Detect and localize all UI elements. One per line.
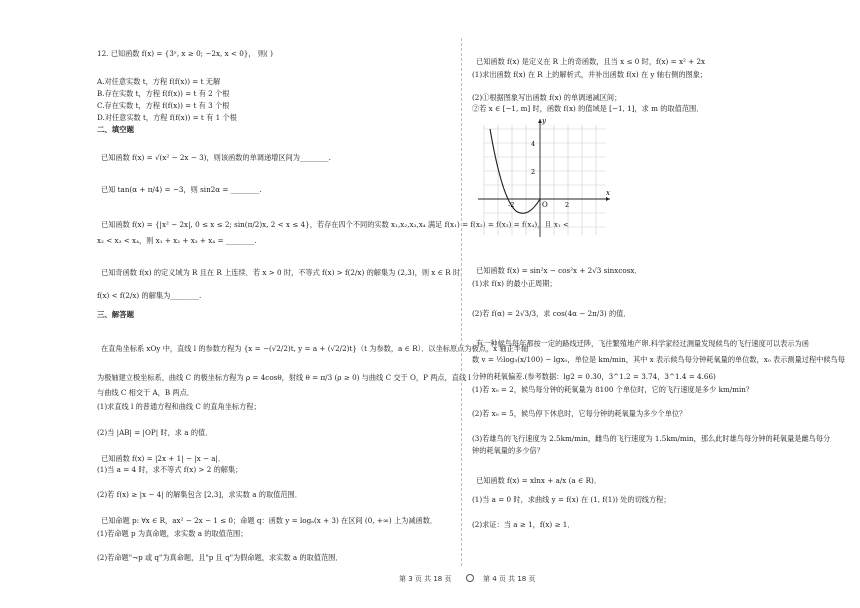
tick-y-4: 4 <box>531 140 536 148</box>
fill-question-3-cont: x₂ < x₃ < x₄，则 x₁ + x₂ + x₃ + x₄ = ________. <box>97 236 257 245</box>
answer-question-3-part1: (1)若命题 p 为真命题，求实数 a 的取值范围； <box>97 529 248 538</box>
right-question-2: 已知函数 f(x) = sin²x − cos²x + 2√3 sinxcosx． <box>476 266 642 275</box>
right-question-3: 有一种候鸟每年都按一定的路线迁陟，飞往繁殖地产卵.科学家经过测量发现候鸟的飞行速度可以表示为函 <box>476 339 809 348</box>
x-axis-label: x <box>606 189 610 197</box>
right-question-4-part1: (1)当 a = 0 时，求曲线 y = f(x) 在 (1, f(1)) 处的切线方程； <box>472 495 671 504</box>
right-question-4: 已知函数 f(x) = xlnx + a/x (a ∈ R)． <box>476 476 602 485</box>
answer-question-3-part2: (2)若命题"¬p 或 q"为真命题，且"p 且 q"为假命题，求实数 a 的取值范围． <box>97 553 343 562</box>
option-b: B.存在实数 t，方程 f(f(x)) = t 有 2 个根 <box>97 89 230 98</box>
y-axis-label: y <box>542 117 546 125</box>
tick-y-2: 2 <box>531 168 536 176</box>
right-question-3-part3: (3)若雄鸟的飞行速度为 2.5km/min，雌鸟的飞行速度为 1.5km/min，那么此时雄鸟每分钟的耗氧量是雌鸟每分 <box>472 434 831 443</box>
answer-question-2-part1: (1)当 a = 4 时，求不等式 f(x) > 2 的解集； <box>97 465 243 474</box>
column-divider <box>461 38 462 566</box>
right-question-2-part2: (2)若 f(α) = 2√3/3，求 cos(4α − 2π/3) 的值． <box>472 309 631 318</box>
answer-question-1-part1: (1)求直线 l 的普通方程和曲线 C 的直角坐标方程； <box>97 402 261 411</box>
right-question-3-part2: (2)若 x₀ = 5，候鸟停下休息时，它每分钟的耗氧量为多少个单位？ <box>472 409 687 418</box>
origin-label: O <box>542 201 548 209</box>
fill-question-3: 已知函数 f(x) = {|x² − 2x|, 0 ≤ x ≤ 2; sin(π/2)x, 2 < x ≤ 4}，若存在四个不同的实数 x₁,x₂,x₃,x₄ 满足 f(x₁) = f(x₂) = f(x₃) = f(x₄)，且 x₁ < <box>101 220 570 229</box>
right-question-3-data: 分钟的耗氧偏差.(参考数据：lg2 = 0.30，3^1.2 = 3.74，3^1.4 = 4.66) <box>472 372 716 381</box>
question-12: 12. 已知函数 f(x) = {3ˣ, x ≥ 0; −2x, x < 0}， 则( ) <box>97 49 273 58</box>
answer-question-3: 已知命题 p: ∀x ∈ R，ax² − 2x − 1 ≤ 0；命题 q：函数 y = logₐ(x + 3) 在区间 (0, +∞) 上为减函数． <box>101 516 438 525</box>
option-d: D.对任意实数 t，方程 f(f(x)) = t 有 1 个根 <box>97 113 237 122</box>
fill-question-2: 已知 tan(α + π/4) = −3，则 sin2α = ________. <box>101 185 262 194</box>
section-answer: 三、解答题 <box>97 310 134 319</box>
answer-question-1-cont: 为极轴建立极坐标系，曲线 C 的极坐标方程为 ρ = 4cosθ，射线 θ = π/3 (ρ ≥ 0) 与曲线 C 交于 O，P 两点，直线 l <box>97 373 471 382</box>
answer-question-2-part2: (2)若 f(x) ≥ |x − 4| 的解集包含 [2,3]，求实数 a 的取值范围． <box>97 490 302 499</box>
binding-circle-icon <box>466 574 474 582</box>
footer-page-left: 第 3 页 共 18 页 <box>399 575 452 583</box>
option-c: C.存在实数 t，方程 f(f(x)) = t 有 3 个根 <box>97 101 230 110</box>
right-question-1: 已知函数 f(x) 是定义在 R 上的奇函数，且当 x ≤ 0 时，f(x) = x² + 2x <box>476 57 706 66</box>
right-question-3-formula: 数 v = ½log₃(x/100) − lgx₀，单位是 km/min，其中 x 表示候鸟每分钟耗氧量的单位数，x₀ 表示测量过程中候鸟每 <box>472 355 845 364</box>
right-question-4-part2: (2)求证：当 a ≥ 1，f(x) ≥ 1． <box>472 520 575 529</box>
answer-question-1-cont2: 与曲线 C 相交于 A，B 两点． <box>97 388 194 397</box>
answer-question-1-part2: (2)当 |AB| = |OP| 时，求 a 的值． <box>97 428 213 437</box>
answer-question-1: 在直角坐标系 xOy 中，直线 l 的参数方程为 {x = −(√2/2)t, y = a + (√2/2)t}（t 为参数，a ∈ R）．以坐标原点为极点，x 轴正半轴 <box>101 344 529 353</box>
fill-question-4-cont: f(x) < f(2/x) 的解集为________. <box>97 291 202 300</box>
tick-x-2: 2 <box>565 201 570 209</box>
right-question-1-part2: (2)①根据图象写出函数 f(x) 的单调递减区间； <box>472 93 622 102</box>
right-question-2-part1: (1)求 f(x) 的最小正周期； <box>472 279 557 288</box>
right-question-3-part1: (1)若 x₀ = 2，候鸟每分钟的耗氧量为 8100 个单位时，它的飞行速度是多少 km/min？ <box>472 385 754 394</box>
tick-x-neg2: -2 <box>508 201 515 209</box>
right-question-1-part2b: ②若 x ∈ [−1, m] 时，函数 f(x) 的值域是 [−1, 1]，求 m 的取值范围． <box>472 104 704 113</box>
right-question-1-part1: (1)求出函数 f(x) 在 R 上的解析式，并补出函数 f(x) 在 y 轴右侧的图象； <box>472 70 708 79</box>
section-fill-blank: 二、填空题 <box>97 125 134 134</box>
option-a: A.对任意实数 t，方程 f(f(x)) = t 无解 <box>97 77 221 86</box>
footer-page-right: 第 4 页 共 18 页 <box>483 575 536 583</box>
fill-question-1: 已知函数 f(x) = √(x² − 2x − 3)，则该函数的单调递增区间为________. <box>101 153 331 162</box>
answer-question-2: 已知函数 f(x) = |2x + 1| − |x − a|． <box>101 454 226 463</box>
right-question-3-part3-cont: 钟的耗氧量的多少倍？ <box>472 446 544 455</box>
function-graph <box>476 115 616 239</box>
fill-question-4: 已知奇函数 f(x) 的定义域为 R 且在 R 上连续．若 x > 0 时，不等式 f(x) > f(2/x) 的解集为 (2,3)，则 x ∈ R 时， <box>101 268 468 277</box>
